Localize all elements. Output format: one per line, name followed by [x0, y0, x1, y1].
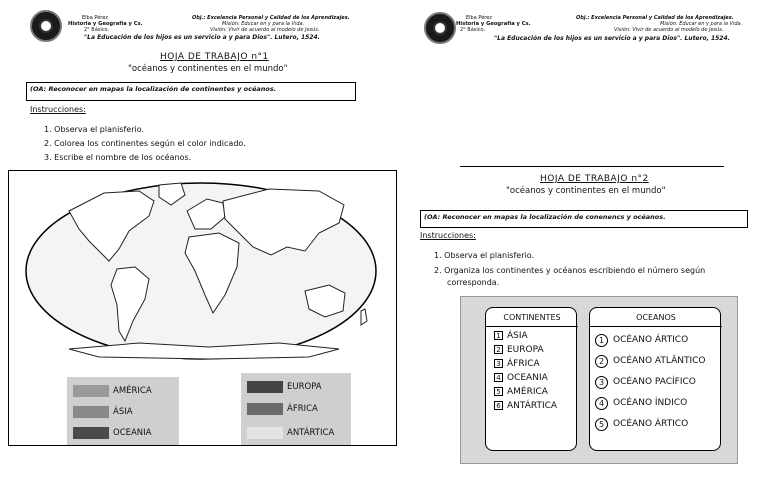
- grade-2: 2° Básico.: [460, 27, 486, 33]
- continent-number: 2: [494, 345, 503, 354]
- ocean-number: 3: [595, 376, 608, 389]
- continents-panel: [485, 307, 577, 451]
- continent-item: [494, 373, 548, 383]
- continent-name: AMÉRICA: [507, 387, 548, 397]
- school-seal-right: [424, 12, 456, 44]
- vision-2: Visión: Vivir de acuerdo al modelo de Jesús.: [614, 27, 724, 33]
- sheet1-step-3: 3. Escribe el nombre de los océanos.: [44, 153, 192, 162]
- legend-swatch-asia: [73, 406, 109, 418]
- mission-2: Misión: Educar en y para la Vida.: [660, 21, 743, 27]
- continent-number: 5: [494, 387, 503, 396]
- continent-number: 1: [494, 331, 503, 340]
- objective-2: Obj.: Excelencia Personal y Calidad de los Aprendizajes.: [576, 15, 734, 21]
- legend-label-asia: ÁSIA: [113, 407, 133, 417]
- continent-name: EUROPA: [507, 345, 544, 355]
- school-seal-left: [30, 10, 62, 42]
- continents-divider: [486, 326, 578, 327]
- sheet2-title: HOJA DE TRABAJO n°2: [540, 174, 649, 184]
- legend-swatch-antarctica: [247, 427, 283, 439]
- sheet2-step-1: 1. Observa el planisferio.: [434, 251, 535, 260]
- world-map-box: [8, 170, 397, 446]
- legend-label-america: AMÉRICA: [113, 386, 152, 396]
- legend-label-antarctica: ANTÁRTICA: [287, 428, 335, 438]
- continent-item: [494, 331, 528, 341]
- ocean-number: 1: [595, 334, 608, 347]
- legend-swatch-america: [73, 385, 109, 397]
- legend-swatch-oceania: [73, 427, 109, 439]
- sheet1-instructions-label: Instrucciones:: [30, 105, 86, 114]
- oceans-title: OCEANOS: [636, 313, 676, 322]
- sheet1-title: HOJA DE TRABAJO n°1: [160, 52, 269, 62]
- sheet1-step-1: 1. Observa el planisferio.: [44, 125, 145, 134]
- sheet2-instructions-label: Instrucciones:: [420, 231, 476, 240]
- continent-item: [494, 359, 540, 369]
- subject-name-2: Historia y Geografía y Cs.: [456, 21, 531, 27]
- legend-label-oceania: OCEANIA: [113, 428, 152, 438]
- ocean-name: OCÉANO ÁRTICO: [613, 335, 689, 345]
- sheet2-objective-box: (OA: Reconocer en mapas la localización de conenencs y océanos.: [420, 210, 748, 228]
- ocean-name: OCÉANO ÁRTICO: [613, 419, 689, 429]
- oceans-panel: [589, 307, 721, 451]
- continent-number: 4: [494, 373, 503, 382]
- continent-number: 3: [494, 359, 503, 368]
- matching-exercise: [460, 296, 738, 464]
- sheet2-step-2: 2. Organiza los continentes y océanos escribiendo el número según: [434, 266, 706, 275]
- teacher-name: Elba Pérez: [82, 15, 108, 21]
- continent-name: OCEANIA: [507, 373, 548, 383]
- header-quote: "La Educación de los hijos es un servicio a y para Dios". Lutero, 1524.: [84, 34, 320, 41]
- continent-name: ANTÁRTICA: [507, 401, 558, 411]
- sheet2-subtitle: "océanos y continentes en el mundo": [506, 186, 666, 196]
- legend-swatch-africa: [247, 403, 283, 415]
- sheet2-top-rule: [460, 166, 724, 167]
- ocean-name: OCÉANO PACÍFICO: [613, 377, 696, 387]
- ocean-name: OCÉANO ATLÂNTICO: [613, 356, 706, 366]
- objective: Obj.: Excelencia Personal y Calidad de los Aprendizajes.: [192, 15, 350, 21]
- teacher-name-2: Elba Pérez: [466, 15, 492, 21]
- continent-name: ÁSIA: [507, 331, 528, 341]
- subject-name: Historia y Geografía y Cs.: [68, 21, 143, 27]
- legend-label-africa: ÁFRICA: [287, 404, 318, 414]
- sheet1-objective-box: (OA: Reconocer en mapas la localización de continentes y océanos.: [26, 82, 356, 101]
- continent-name: ÁFRICA: [507, 359, 540, 369]
- continent-number: 6: [494, 401, 503, 410]
- legend-label-europe: EUROPA: [287, 382, 322, 392]
- mission: Misión: Educar en y para la Vida.: [222, 21, 305, 27]
- oceans-divider: [590, 326, 722, 327]
- sheet1-subtitle: "océanos y continentes en el mundo": [128, 64, 288, 74]
- continent-item: [494, 345, 544, 355]
- header-quote-2: "La Educación de los hijos es un servicio a y para Dios". Lutero, 1524.: [494, 35, 730, 42]
- continent-item: [494, 401, 557, 411]
- continents-title: CONTINENTES: [503, 313, 561, 322]
- ocean-number: 2: [595, 355, 608, 368]
- ocean-number: 5: [595, 418, 608, 431]
- sheet1-step-2: 2. Colorea los continentes según el color indicado.: [44, 139, 246, 148]
- ocean-number: 4: [595, 397, 608, 410]
- continent-item: [494, 387, 548, 397]
- ocean-name: OCÉANO ÍNDICO: [613, 398, 688, 408]
- legend-swatch-europe: [247, 381, 283, 393]
- grade: 2° Básico.: [84, 27, 110, 33]
- sheet2-step-2-cont: corresponda.: [447, 278, 500, 287]
- vision: Visión: Vivir de acuerdo al modelo de Jesús.: [210, 27, 320, 33]
